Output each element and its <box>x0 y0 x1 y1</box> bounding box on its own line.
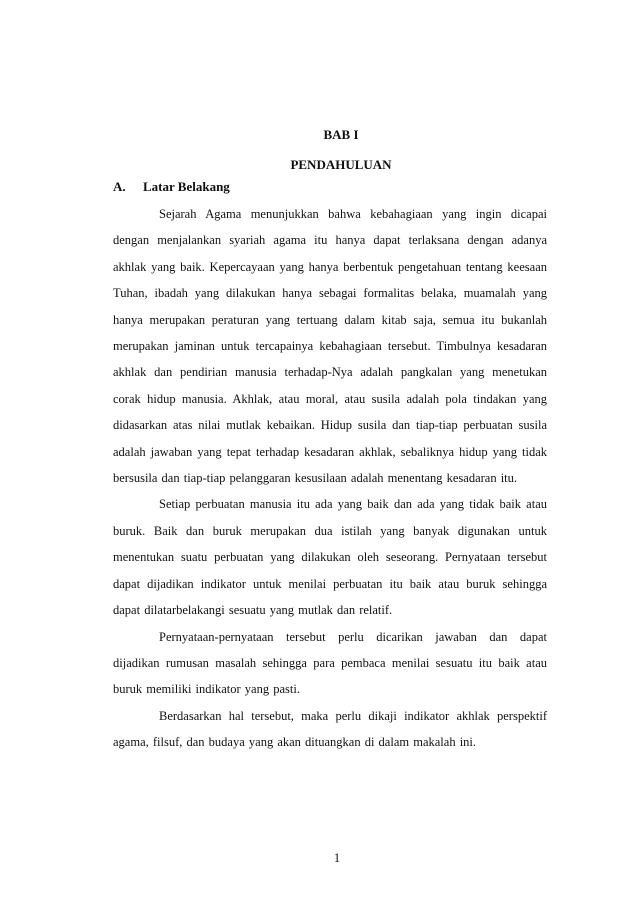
paragraph-2: Setiap perbuatan manusia itu ada yang baik dan ada yang tidak baik atau buruk. Baik dan buruk merupakan dua istilah yang banyak digunakan untuk menentukan suatu perbuatan yang dilakukan oleh seseorang. Pernyataan tersebut dapat dijadikan indikator untuk menilai perbuatan itu baik atau buruk sehingga dapat dilatarbelakangi sesuatu yang mutlak dan relatif. <box>113 497 547 618</box>
section-title: Latar Belakang <box>143 179 230 194</box>
section-marker: A. <box>113 179 126 194</box>
paragraph-3: Pernyataan-pernyataan tersebut perlu dicarikan jawaban dan dapat dijadikan rumusan masalah sehingga para pembaca menilai sesuatu itu baik atau buruk memiliki indikator yang pasti. <box>113 629 547 697</box>
section-heading <box>113 179 230 195</box>
chapter-number: BAB I <box>323 127 359 142</box>
paragraph-1: Sejarah Agama menunjukkan bahwa kebahagiaan yang ingin dicapai dengan menjalankan syariah agama itu hanya dapat terlaksana dengan adanya akhlak yang baik. Kepercayaan yang hanya berbentuk pengetahuan tentang keesaan Tuhan, ibadah yang dilakukan hanya sebagai formalitas belaka, muamalah yang hanya merupakan peraturan yang tertuang dalam kitab saja, semua itu bukanlah merupakan jaminan untuk tercapainya kebahagiaan tersebut. Timbulnya kesadaran akhlak dan pendirian manusia terhadap-Nya adalah pangkalan yang menetukan corak hidup manusia. Akhlak, atau moral, atau susila adalah pola tindakan yang didasarkan atas nilai mutlak kebaikan. Hidup susila dan tiap-tiap perbuatan susila adalah jawaban yang tepat terhadap kesadaran akhlak, sebaliknya hidup yang tidak bersusila dan tiap-tiap pelanggaran kesusilaan adalah menentang kesadaran itu. <box>113 207 547 486</box>
page-number: 1 <box>333 851 341 865</box>
body-text <box>113 201 547 756</box>
chapter-title: PENDAHULUAN <box>290 157 392 172</box>
paragraph-4: Berdasarkan hal tersebut, maka perlu dikaji indikator akhlak perspektif agama, filsuf, dan budaya yang akan dituangkan di dalam makalah ini. <box>113 708 547 750</box>
